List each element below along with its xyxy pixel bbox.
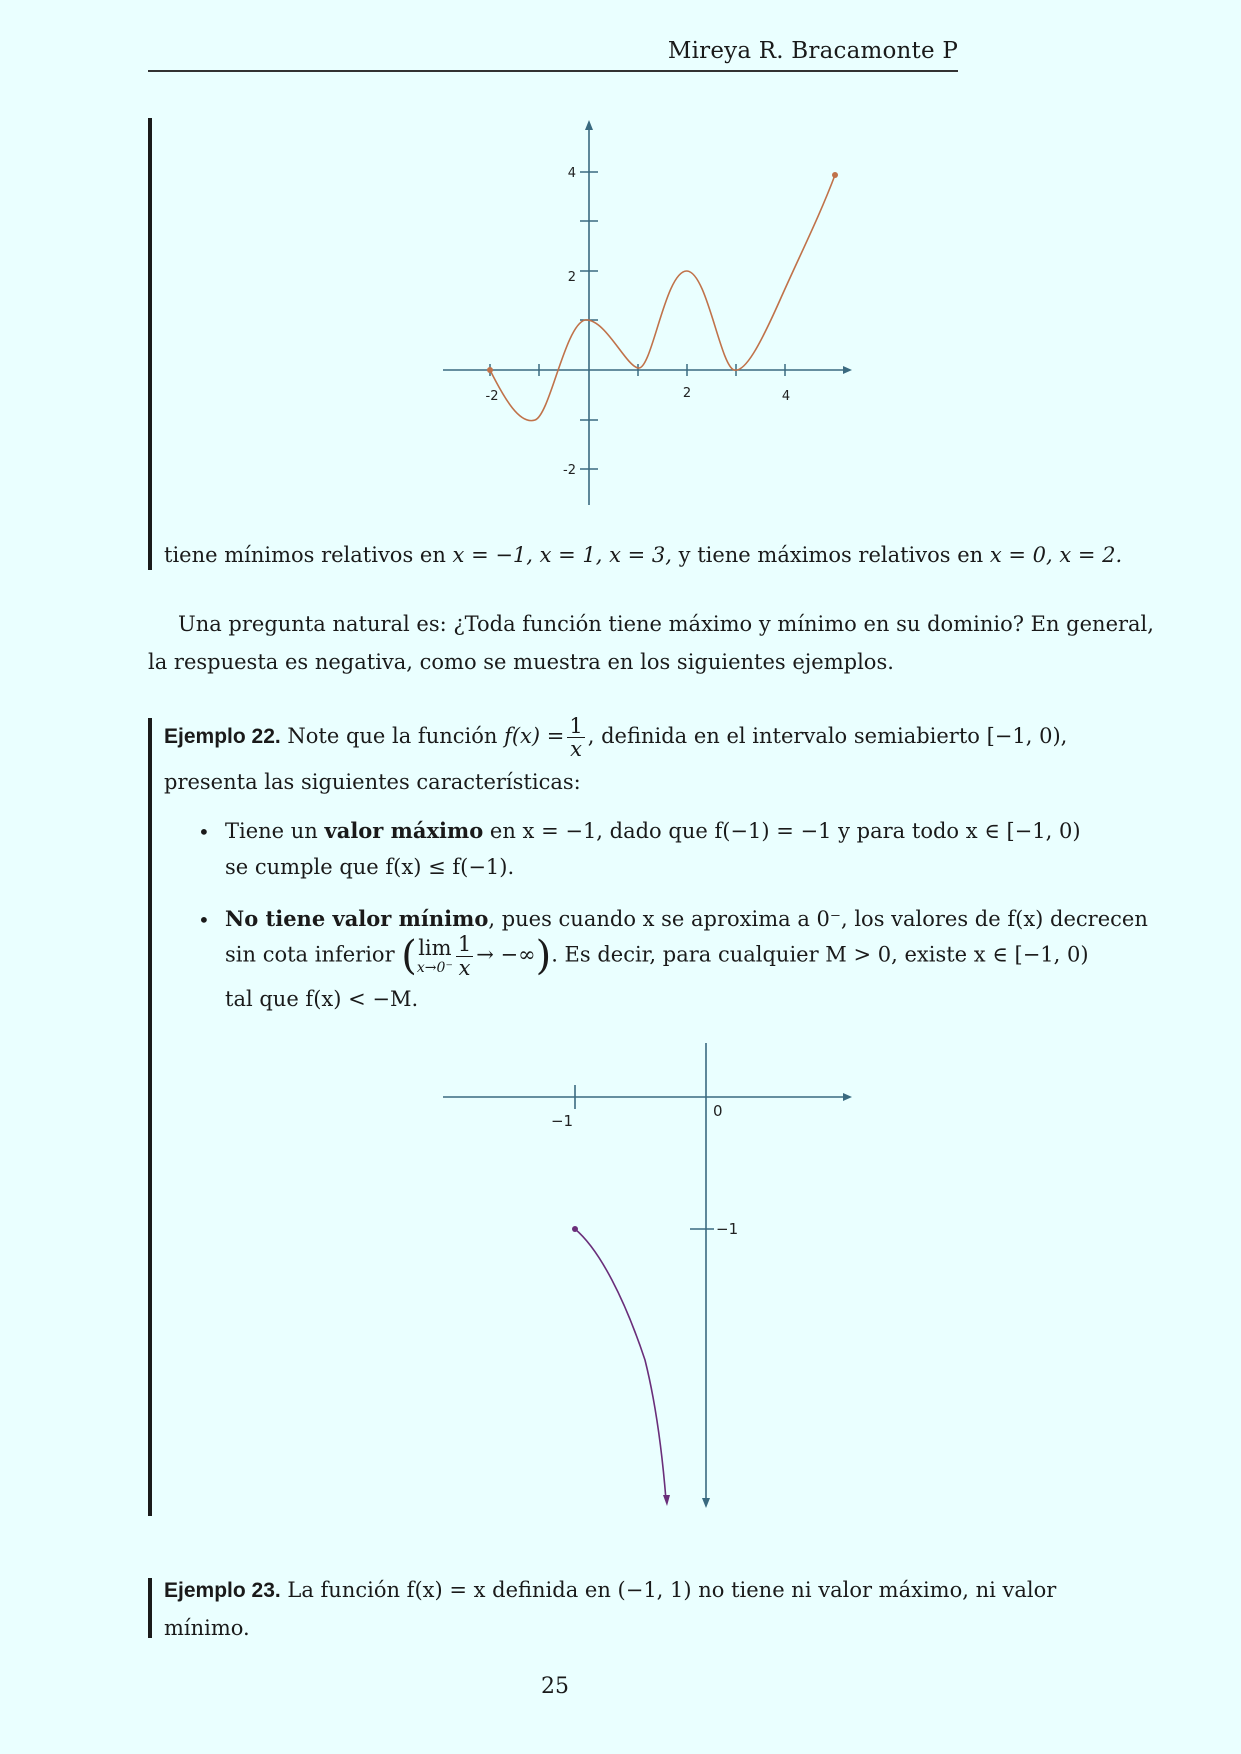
figure-1-caption <box>164 543 1122 568</box>
caption-math-2: x = 0, x = 2. <box>989 543 1123 567</box>
running-header: Mireya R. Bracamonte P <box>667 38 958 64</box>
x-axis-arrowhead <box>843 366 852 374</box>
bullet-2-line-1 <box>225 906 1148 932</box>
figure-2-graph <box>430 1035 860 1515</box>
example-23-label: Ejemplo 23. <box>164 1579 281 1602</box>
example-22-label: Ejemplo 22. <box>164 725 281 749</box>
figure-1-end-point <box>832 172 838 178</box>
page-number: 25 <box>541 1674 569 1699</box>
lim-word: lim <box>418 935 452 960</box>
x-label-minus-one: −1 <box>550 1112 574 1130</box>
x-label-zero: 0 <box>713 1102 723 1120</box>
fraction-numerator: 1 <box>569 714 583 738</box>
figure-2-curve <box>575 1229 666 1500</box>
figure-2-curve-arrowhead <box>663 1495 670 1506</box>
y-label-minus-one: −1 <box>716 1220 739 1238</box>
bullet-2-bold: No tiene valor mínimo <box>225 906 489 931</box>
bullet-1-line-1 <box>225 818 1081 844</box>
left-paren: ( <box>401 933 417 979</box>
bullet-2-line-3: tal que f(x) < −M. <box>225 987 419 1011</box>
block-bar-2 <box>148 718 152 1516</box>
example-22-line-2: presenta las siguientes características: <box>164 770 581 794</box>
bullet-1-bold: valor máximo <box>324 818 484 843</box>
question-line-2: la respuesta es negativa, como se muestra en los siguientes ejemplos. <box>148 650 894 674</box>
bullet-1-text-1: Tiene un <box>225 819 325 843</box>
example-22-fraction <box>567 715 584 760</box>
x-tick-label: -2 <box>485 389 499 404</box>
limit-fraction <box>456 933 473 978</box>
right-paren: ) <box>535 933 552 979</box>
bullet-2-text-3: . Es decir, para cualquier M > 0, existe x ∈ [−1, 0) <box>551 942 1089 967</box>
caption-math-1: x = −1, x = 1, x = 3, <box>452 543 672 567</box>
bullet-2-text-2: sin cota inferior <box>225 942 402 967</box>
figure-1-start-point <box>487 367 493 373</box>
fraction-denominator: x <box>458 955 471 980</box>
limit-arrow: → −∞ <box>476 942 536 967</box>
figure-1-graph <box>430 115 860 515</box>
figure-1-axes <box>443 124 848 505</box>
figure-1-curve <box>490 175 835 421</box>
bullet-2-text-1: , pues cuando x se aproxima a 0⁻, los valores de f(x) decrecen <box>488 907 1148 931</box>
bullet-dot: • <box>198 908 210 932</box>
block-bar-3 <box>148 1578 152 1638</box>
x-tick-label: 4 <box>781 389 791 404</box>
example-22-fx: f(x) = <box>504 724 565 749</box>
figure-2-start-point <box>572 1226 578 1232</box>
bullet-dot: • <box>198 820 210 844</box>
y-axis-arrowhead <box>585 120 593 130</box>
example-22-text-1: Note que la función <box>280 724 505 749</box>
fraction-denominator: x <box>570 737 582 762</box>
header-rule <box>148 70 958 72</box>
figure-1-ticks <box>490 172 785 469</box>
figure-2-axes <box>443 1043 848 1500</box>
example-23-line-2: mínimo. <box>164 1616 250 1640</box>
x-axis-arrowhead <box>843 1093 852 1101</box>
y-tick-label: 2 <box>567 270 576 285</box>
y-tick-label: -2 <box>563 463 576 478</box>
bullet-2-line-2 <box>225 932 1089 980</box>
x-tick-label: 2 <box>682 386 692 401</box>
block-bar-1 <box>148 118 152 570</box>
example-23-text-1: La función f(x) = x definida en (−1, 1) no tiene ni valor máximo, ni valor <box>280 1578 1057 1602</box>
y-axis-arrowhead <box>702 1498 710 1508</box>
caption-text-2: y tiene máximos relativos en <box>671 543 990 567</box>
y-tick-label: 4 <box>567 166 576 181</box>
question-line-1: Una pregunta natural es: ¿Toda función tiene máximo y mínimo en su dominio? En general, <box>178 612 1154 636</box>
example-23-line-1 <box>164 1578 1056 1603</box>
example-22-text-2: , definida en el intervalo semiabierto [−1, 0), <box>587 724 1068 749</box>
fraction-numerator: 1 <box>457 932 472 957</box>
limit-expression <box>416 935 453 976</box>
example-22-line-1 <box>164 715 1067 760</box>
caption-text-1: tiene mínimos relativos en <box>164 543 453 567</box>
bullet-1-text-2: en x = −1, dado que f(−1) = −1 y para todo x ∈ [−1, 0) <box>483 819 1081 843</box>
lim-subscript: x→0⁻ <box>416 959 453 976</box>
bullet-1-line-2: se cumple que f(x) ≤ f(−1). <box>225 855 515 879</box>
